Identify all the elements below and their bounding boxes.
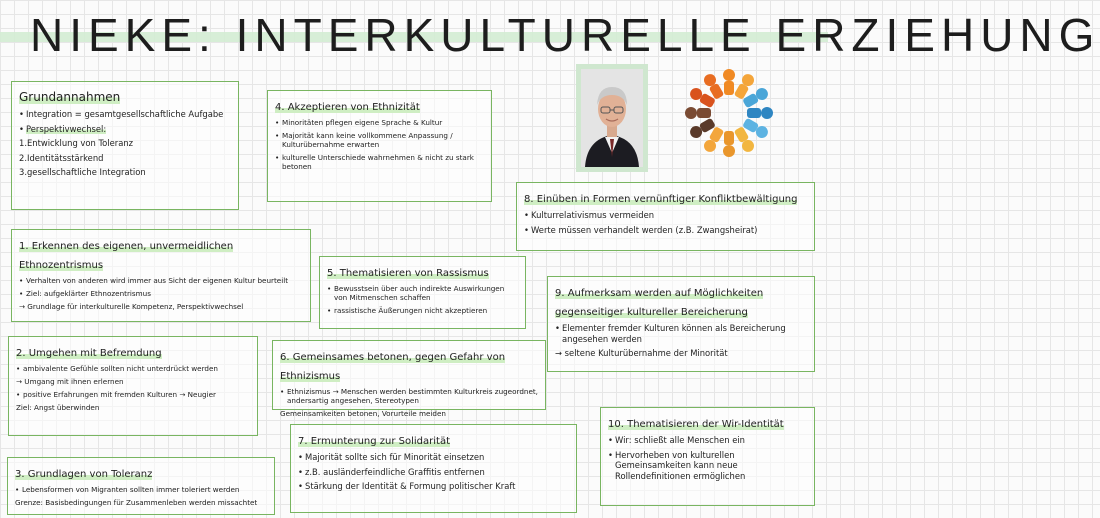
s8-item-2: • Werte müssen verhandelt werden (z.B. Zwangsheirat) xyxy=(524,225,807,236)
perspektive-heading xyxy=(19,124,231,135)
s7-item-1: • Majorität sollte sich für Minorität einsetzen xyxy=(298,452,569,463)
s6-item-1: • Ethnizismus → Menschen werden bestimmten Kulturkreis zugeordnet, andersartig angesehen, Stereotypen xyxy=(280,387,538,405)
grund-item-1: 1.Entwicklung von Toleranz xyxy=(19,138,134,148)
grundannahmen-box xyxy=(11,81,239,210)
section-3-heading: 3. Grundlagen von Toleranz xyxy=(15,469,153,480)
section-9-box xyxy=(547,276,815,372)
portrait-icon xyxy=(581,69,643,167)
section-6-heading: 6. Gemeinsames betonen, gegen Gefahr von Ethnizismus xyxy=(280,352,506,382)
page-title: NIEKE: INTERKULTURELLE ERZIEHUNG xyxy=(30,9,1100,61)
section-7-heading: 7. Ermunterung zur Solidarität xyxy=(298,436,451,447)
s10-item-2: • Hervorheben von kulturellen Gemeinsamkeiten kann neue Rollendefinitionen ermöglichen xyxy=(608,450,807,482)
s3-item-2: Grenze: Basisbedingungen für Zusammenleben werden missachtet xyxy=(15,498,258,507)
s7-item-3: • Stärkung der Identität & Formung politischer Kraft xyxy=(298,481,569,492)
section-6-box xyxy=(272,340,546,418)
section-10-heading: 10. Thematisieren der Wir-Identität xyxy=(608,419,784,430)
s2-item-3: • positive Erfahrungen mit fremden Kulturen → Neugier xyxy=(16,390,250,399)
s2-item-1: • ambivalente Gefühle sollten nicht unterdrückt werden xyxy=(16,364,250,373)
s1-item-2: • Ziel: aufgeklärter Ethnozentrismus xyxy=(19,289,303,298)
section-9-heading: 9. Aufmerksam werden auf Möglichkeiten gegenseitiger kultureller Bereicherung xyxy=(555,288,764,318)
s5-item-1: • Bewusstsein über auch indirekte Auswirkungen von Mitmenschen schaffen xyxy=(327,284,518,302)
s3-item-1: • Lebensformen von Migranten sollten immer toleriert werden xyxy=(15,485,267,494)
s4-item-2: • Majorität kann keine vollkommene Anpassung / Kulturübernahme erwarten xyxy=(275,131,484,149)
section-8-heading: 8. Einüben in Formen vernünftiger Konfliktbewältigung xyxy=(524,194,798,205)
s6-item-2: Gemeinsamkeiten betonen, Vorurteile meiden xyxy=(280,409,446,418)
section-5-box xyxy=(319,256,526,329)
grund-item-3: 3.gesellschaftliche Integration xyxy=(19,167,146,177)
section-8-box xyxy=(516,182,815,251)
s7-item-2: • z.B. ausländerfeindliche Graffitis entfernen xyxy=(298,467,569,478)
section-3-box xyxy=(7,457,275,515)
people-circle-icon xyxy=(674,58,784,168)
section-10-box xyxy=(600,407,815,506)
grund-item-2: 2.Identitätsstärkend xyxy=(19,152,104,163)
s4-item-3: • kulturelle Unterschiede wahrnehmen & nicht zu stark betonen xyxy=(275,153,484,171)
section-7-box xyxy=(290,424,577,513)
section-2-box xyxy=(8,336,258,436)
section-4-heading: 4. Akzeptieren von Ethnizität xyxy=(275,102,420,113)
integration-item: • Integration = gesamtgesellschaftliche Aufgabe xyxy=(19,109,231,120)
section-1-heading: 1. Erkennen des eigenen, unvermeidlichen Ethnozentrismus xyxy=(19,241,234,271)
section-5-heading: 5. Thematisieren von Rassismus xyxy=(327,268,489,279)
s5-item-2: • rassistische Äußerungen nicht akzeptieren xyxy=(327,306,518,315)
s9-item-1: • Elementer fremder Kulturen können als Bereicherung angesehen werden xyxy=(555,323,807,344)
section-2-heading: 2. Umgehen mit Befremdung xyxy=(16,348,162,359)
s4-item-1: • Minoritäten pflegen eigene Sprache & Kultur xyxy=(275,118,484,127)
grundannahmen-heading: Grundannahmen xyxy=(19,90,121,104)
s10-item-1: • Wir: schließt alle Menschen ein xyxy=(608,435,807,446)
s2-item-4: Ziel: Angst überwinden xyxy=(16,403,100,412)
s9-item-2: → seltene Kulturübernahme der Minorität xyxy=(555,348,728,358)
portrait-photo xyxy=(576,64,648,172)
s1-item-3: → Grundlage für interkulturelle Kompetenz, Perspektivwechsel xyxy=(19,302,244,311)
s8-item-1: • Kulturrelativismus vermeiden xyxy=(524,210,807,221)
s2-item-2: → Umgang mit ihnen erlernen xyxy=(16,377,124,386)
section-1-box xyxy=(11,229,311,322)
section-4-box xyxy=(267,90,492,202)
s1-item-1: • Verhalten von anderen wird immer aus Sicht der eigenen Kultur beurteilt xyxy=(19,276,303,285)
perspektive-label: Perspektivwechsel: xyxy=(26,123,107,134)
